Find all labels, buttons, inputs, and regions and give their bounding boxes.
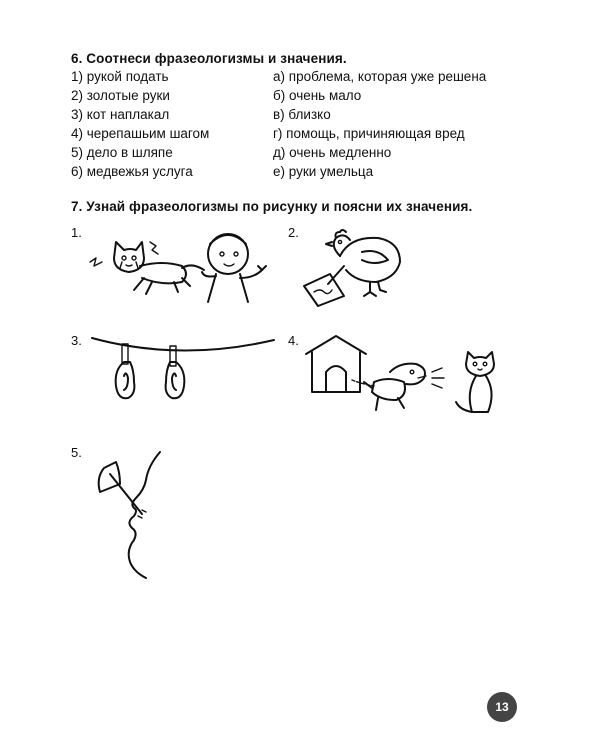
phrase-4: 4) черепашьим шагом [71, 126, 210, 141]
dog-and-cat-illustration [300, 334, 520, 424]
meaning-g: г) помощь, причиняющая вред [273, 126, 465, 141]
picture-label-2: 2. [288, 225, 299, 240]
phrase-6: 6) медвежья услуга [71, 164, 193, 179]
meaning-v: в) близко [273, 107, 331, 122]
phrase-1: 1) рукой подать [71, 69, 169, 84]
picture-label-4: 4. [288, 333, 299, 348]
picture-label-1: 1. [71, 225, 82, 240]
task-7-title: 7. Узнай фразеологизмы по рисунку и поясни их значения. [71, 199, 473, 214]
crying-cat-boy-illustration [82, 228, 272, 303]
axe-nose-profile-illustration [86, 450, 176, 580]
chicken-scratch-illustration [300, 226, 410, 306]
phrase-5: 5) дело в шляпе [71, 145, 173, 160]
page-number-badge: 13 [487, 692, 517, 722]
meaning-e: е) руки умельца [273, 164, 374, 179]
meaning-d: д) очень медленно [273, 145, 392, 160]
task-6-title: 6. Соотнеси фразеологизмы и значения. [71, 51, 347, 66]
hanging-ears-illustration [90, 336, 280, 406]
phrase-2: 2) золотые руки [71, 88, 170, 103]
meaning-b: б) очень мало [273, 88, 362, 103]
phrase-3: 3) кот наплакал [71, 107, 170, 122]
picture-label-5: 5. [71, 445, 82, 460]
meaning-a: а) проблема, которая уже решена [273, 69, 487, 84]
picture-label-3: 3. [71, 333, 82, 348]
